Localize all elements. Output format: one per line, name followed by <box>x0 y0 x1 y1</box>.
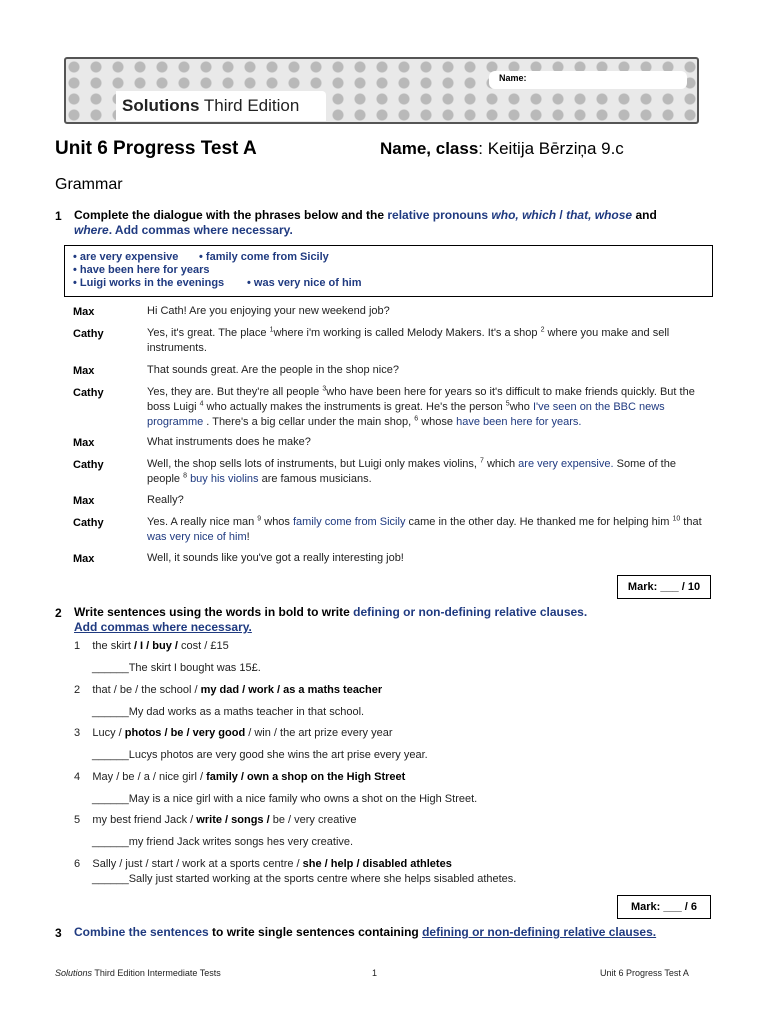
brand-rest: Third Edition <box>199 96 300 115</box>
gap-number: 10 <box>672 515 681 523</box>
q1-instr-f: and <box>632 208 657 222</box>
item-prompt-bold: write / songs / <box>196 814 270 826</box>
name-label: Name: <box>499 73 527 83</box>
q2-instr-b: defining or non-defining relative clauses. <box>353 605 588 619</box>
item-number: 4 <box>74 771 81 783</box>
dialogue-text: Really? <box>147 494 184 506</box>
q2-item <box>74 640 229 652</box>
q1-instr-d: / <box>556 208 567 222</box>
dialogue-text: who actually makes the instruments is great. He's the person <box>203 401 506 413</box>
q3-instr-c: defining or non-defining relative clauses. <box>422 925 657 939</box>
filled-answer: are very expensive. <box>518 458 614 470</box>
dialogue-line <box>147 435 712 450</box>
q2-answer: ______Lucys photos are very good she wins the art prise every year. <box>92 749 428 761</box>
section-heading: Grammar <box>55 176 123 193</box>
item-prompt-bold: my dad / work / as a maths teacher <box>200 684 383 696</box>
footer-left <box>55 968 221 978</box>
dialogue-text: that <box>680 516 702 528</box>
filled-answer: I've seen on the BBC news programme <box>147 401 665 428</box>
q2-mark-box: Mark: ___ / 6 <box>617 895 711 919</box>
q2-answer: ______The skirt I bought was 15£. <box>92 662 261 674</box>
item-number: 3 <box>74 727 81 739</box>
gap-number: 3 <box>322 385 327 393</box>
dialogue-line <box>147 385 712 430</box>
q1-instr-h: . Add commas where necessary. <box>108 223 293 237</box>
speaker-label: Cathy <box>73 459 104 471</box>
phrase-item: • have been here for years <box>73 264 210 276</box>
speaker-label: Max <box>73 306 95 318</box>
q2-answer: ______May is a nice girl with a nice family who owns a shot on the High Street. <box>92 793 478 805</box>
speaker-label: Max <box>73 553 95 565</box>
brand-bold: Solutions <box>122 96 200 115</box>
gap-number: 7 <box>480 457 484 465</box>
dialogue-text: who <box>509 401 533 413</box>
dialogue-text: where you make and sell instruments. <box>147 327 670 354</box>
dialogue-line <box>147 551 712 566</box>
item-number: 5 <box>74 814 81 826</box>
filled-answer: family come from Sicily <box>292 516 406 528</box>
dialogue-line <box>147 515 712 545</box>
gap-number: 1 <box>269 326 274 334</box>
dialogue-text: who have been here for years so it's difficult to make friends quickly. But the boss Luigi <box>147 386 695 413</box>
q3-instr-b: to write single sentences containing <box>208 925 423 939</box>
phrase-box <box>64 245 713 297</box>
item-prompt: Lucy / <box>92 727 125 739</box>
item-prompt: Sally / just / start / work at a sports centre / <box>92 858 303 870</box>
q2-item <box>74 771 405 783</box>
item-prompt-bold: / I / buy / <box>133 640 178 652</box>
item-prompt: my best friend Jack / <box>92 814 197 826</box>
footer-page-number: 1 <box>372 968 378 978</box>
speaker-label: Cathy <box>73 387 104 399</box>
speaker-label: Max <box>73 437 95 449</box>
speaker-label: Cathy <box>73 517 104 529</box>
item-number: 1 <box>74 640 81 652</box>
dialogue-text: came in the other day. He thanked me for helping him <box>405 516 673 528</box>
dialogue-line <box>147 457 712 487</box>
gap-number: 6 <box>414 415 419 423</box>
item-prompt: cost / £15 <box>177 640 229 652</box>
dialogue-text: Hi Cath! Are you enjoying your new weekend job? <box>147 305 390 317</box>
footer-right: Unit 6 Progress Test A <box>600 968 689 978</box>
q1-instr-g: where <box>74 223 109 237</box>
item-number: 6 <box>74 858 81 870</box>
dialogue-text: Some of the people <box>147 458 676 485</box>
q2-instr-c: Add commas where necessary. <box>74 620 252 634</box>
q2-answer: ______My dad works as a maths teacher in that school. <box>92 706 365 718</box>
gap-number: 8 <box>183 472 187 480</box>
dialogue-text: That sounds great. Are the people in the shop nice? <box>147 364 399 376</box>
gap-number: 2 <box>540 326 545 334</box>
q1-instr-a: Complete the dialogue with the phrases below and the <box>74 208 388 222</box>
q2-item <box>74 814 356 826</box>
filled-answer: was very nice of him <box>147 531 247 543</box>
q1-mark-box: Mark: ___ / 10 <box>617 575 711 599</box>
dialogue-text: Yes. A really nice man <box>147 516 258 528</box>
q3-number: 3 <box>55 926 62 940</box>
dialogue-text: whose <box>418 416 457 428</box>
dialogue-text: whos <box>261 516 293 528</box>
filled-answer: have been here for years. <box>456 416 582 428</box>
q3-instr-a: Combine the sentences <box>74 925 209 939</box>
dialogue-text: are famous musicians. <box>258 473 372 485</box>
item-prompt-bold: photos / be / very good <box>124 727 246 739</box>
q2-item <box>74 858 452 870</box>
q2-answer: ______Sally just started working at the sports centre where she helps sisabled athetes. <box>92 873 517 885</box>
dialogue-text: which <box>483 458 519 470</box>
item-prompt: be / very creative <box>269 814 357 826</box>
dialogue-text: where i'm working is called Melody Makers. It's a shop <box>273 327 541 339</box>
phrase-item: • family come from Sicily <box>199 251 329 263</box>
item-prompt: the skirt <box>92 640 134 652</box>
page-title: Unit 6 Progress Test A <box>55 138 257 159</box>
gap-number: 9 <box>257 515 262 523</box>
q2-instr-a: Write sentences using the words in bold to write <box>74 605 354 619</box>
item-prompt-bold: family / own a shop on the High Street <box>206 771 406 783</box>
dialogue-text: Well, the shop sells lots of instruments, but Luigi only makes violins, <box>147 458 481 470</box>
name-class-label: Name, class <box>380 139 479 158</box>
q1-instr-c: who, which <box>491 208 557 222</box>
dialogue-line <box>147 326 712 356</box>
dialogue-text: What instruments does he make? <box>147 436 311 448</box>
q2-item <box>74 727 393 739</box>
gap-number: 4 <box>199 400 204 408</box>
dialogue-text: . There's a big cellar under the main shop, <box>203 416 415 428</box>
speaker-label: Max <box>73 495 95 507</box>
dialogue-line <box>147 304 712 319</box>
gap-number: 5 <box>505 400 510 408</box>
dialogue-text: Well, it sounds like you've got a really interesting job! <box>147 552 404 564</box>
q2-instruction <box>74 605 714 635</box>
brand-logo <box>122 96 299 116</box>
dialogue-text: Yes, it's great. The place <box>147 327 270 339</box>
item-prompt-bold: she / help / disabled athletes <box>302 858 452 870</box>
q2-item <box>74 684 382 696</box>
phrase-item: • are very expensive <box>73 251 179 263</box>
item-prompt: / win / the art prize every year <box>245 727 393 739</box>
footer-italic: Solutions <box>55 968 93 978</box>
name-box <box>489 71 687 89</box>
q1-instruction <box>74 208 714 238</box>
phrase-item: • was very nice of him <box>247 277 362 289</box>
phrase-item: • Luigi works in the evenings <box>73 277 225 289</box>
q3-instruction <box>74 925 714 940</box>
dialogue-text: Yes, they are. But they're all people <box>147 386 323 398</box>
speaker-label: Max <box>73 365 95 377</box>
header-banner <box>64 57 699 124</box>
q1-instr-e: that, whose <box>566 208 633 222</box>
q1-instr-b: relative pronouns <box>387 208 492 222</box>
item-prompt: May / be / a / nice girl / <box>92 771 207 783</box>
q1-number: 1 <box>55 209 62 223</box>
name-class <box>380 139 624 159</box>
filled-answer: buy his violins <box>190 473 259 485</box>
q2-answer: ______my friend Jack writes songs hes very creative. <box>92 836 354 848</box>
dialogue-line <box>147 493 712 508</box>
brand-box <box>116 91 326 121</box>
speaker-label: Cathy <box>73 328 104 340</box>
dialogue-text: ! <box>246 531 250 543</box>
name-class-value: : Keitija Bērziņa 9.c <box>478 139 624 158</box>
footer-rest: Third Edition Intermediate Tests <box>92 968 221 978</box>
dialogue-line <box>147 363 712 378</box>
item-number: 2 <box>74 684 81 696</box>
item-prompt: that / be / the school / <box>92 684 201 696</box>
q2-number: 2 <box>55 606 62 620</box>
